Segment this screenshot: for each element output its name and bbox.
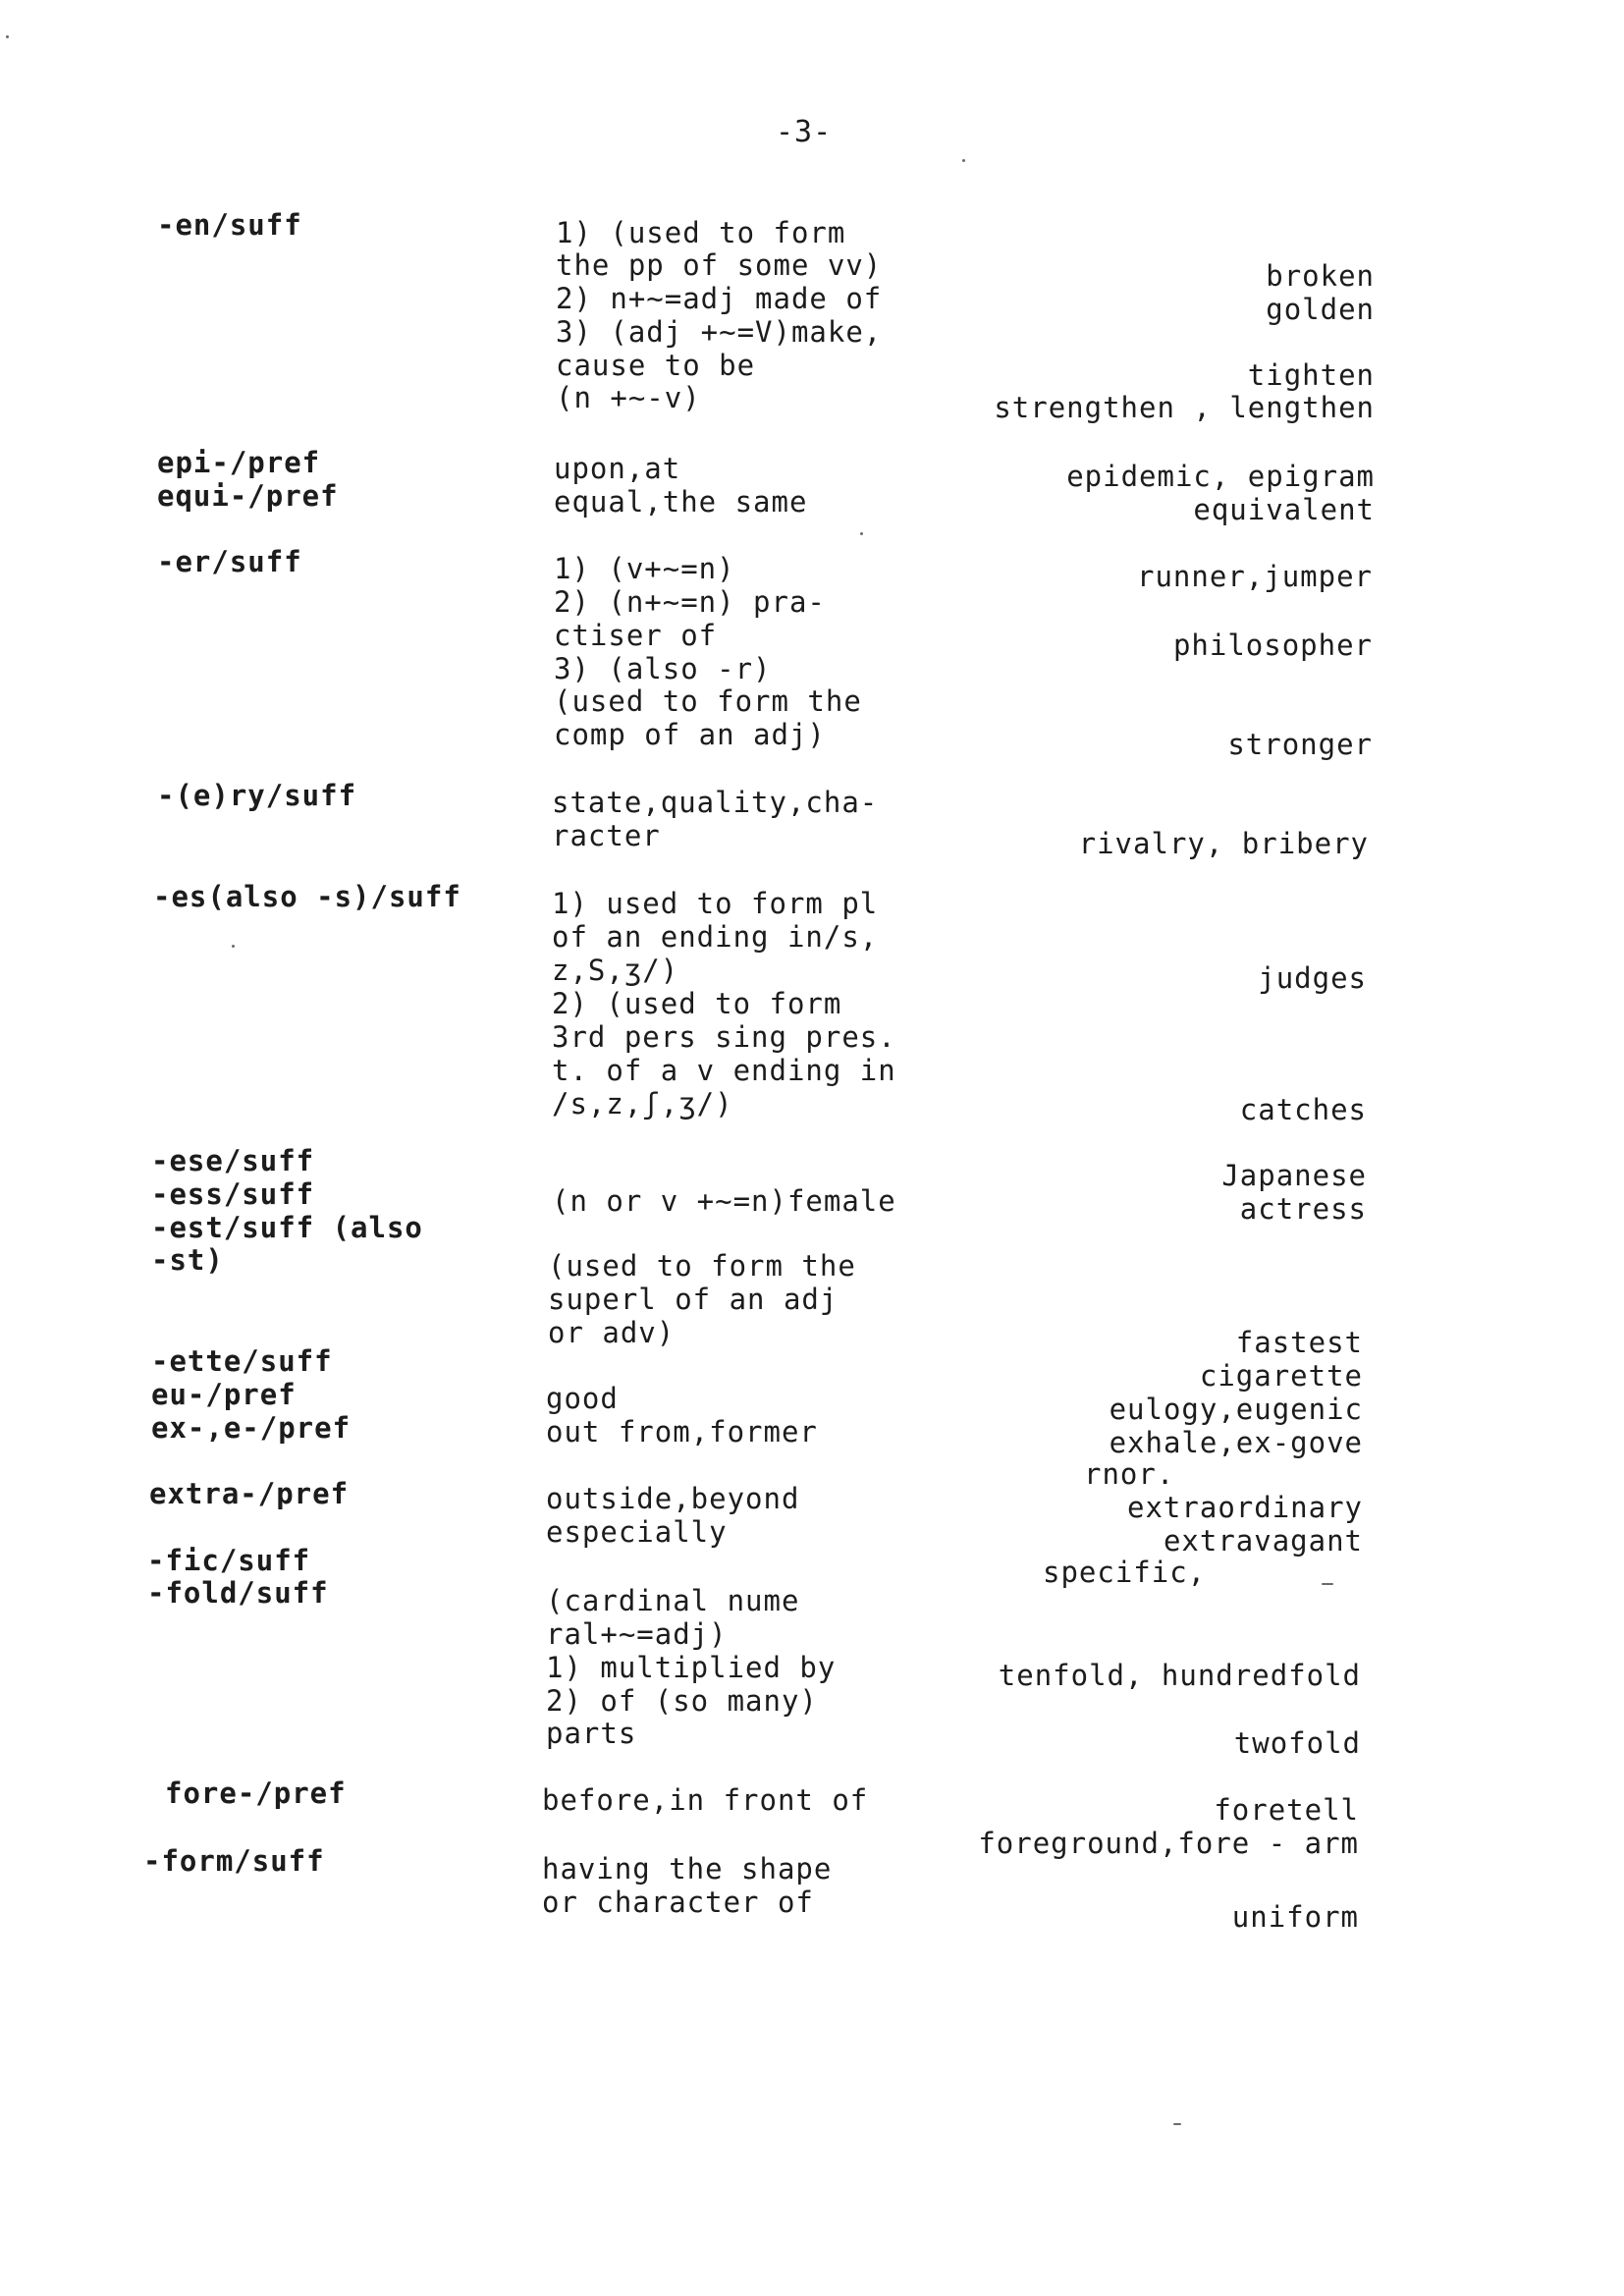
entry-definition-line: or character of <box>542 1886 814 1919</box>
entry-term: fore-/pref <box>165 1777 347 1810</box>
entry-term: ex-,e-/pref <box>151 1411 352 1445</box>
entry-definition-line: comp of an adj) <box>554 718 826 751</box>
entry-definition-line: /s,z,ʃ,ʒ/) <box>552 1087 733 1121</box>
entry-example: strengthen , lengthen <box>994 391 1375 424</box>
entry-example: uniform <box>1231 1900 1359 1934</box>
entry-definition-line: cause to be <box>556 349 756 382</box>
entry-definition-line: ral+~=adj) <box>546 1617 728 1651</box>
entry-example: twofold <box>1233 1726 1361 1760</box>
entry-definition-line: superl of an adj <box>548 1283 839 1316</box>
entry-definition-line: 1) (used to form <box>556 216 846 249</box>
entry-definition-line: 3) (adj +~=V)make, <box>556 315 883 349</box>
entry-term: -er/suff <box>157 545 302 578</box>
entry-example: tenfold, hundredfold <box>998 1659 1361 1692</box>
entry-definition-line: (used to form the <box>548 1249 856 1283</box>
entry-definition-line: 1) multiplied by <box>546 1651 837 1684</box>
entry-definition-line: parts <box>546 1717 637 1750</box>
entry-example: exhale,ex-gove <box>1109 1426 1363 1459</box>
entry-example: epidemic, epigram <box>1066 460 1375 493</box>
scan-speck <box>6 35 9 38</box>
entry-definition-line: equal,the same <box>554 485 808 519</box>
entry-definition-line: of an ending in/s, <box>552 920 879 954</box>
entry-example: extraordinary <box>1127 1491 1363 1524</box>
entry-example: Japanese <box>1221 1159 1367 1192</box>
entry-definition-line: 1) (v+~=n) <box>554 552 735 585</box>
entry-definition-line: or adv) <box>548 1316 676 1349</box>
entry-example: foretell <box>1214 1793 1359 1827</box>
entry-term: -est/suff (also <box>151 1211 423 1244</box>
entry-definition-line: state,quality,cha- <box>552 786 879 819</box>
entry-definition-line: (n +~-v) <box>556 381 701 414</box>
entry-definition-line: (cardinal nume <box>546 1584 800 1617</box>
entry-term: -st) <box>151 1243 224 1277</box>
entry-definition-line: (n or v +~=n)female <box>552 1184 896 1218</box>
entry-definition-line: out from,former <box>546 1415 818 1449</box>
entry-definition-line: before,in front of <box>542 1783 869 1817</box>
entry-term: -ese/suff <box>151 1144 315 1177</box>
entry-definition-line: 2) of (so many) <box>546 1684 818 1718</box>
entry-example: rivalry, bribery <box>1078 827 1369 860</box>
scan-speck <box>1322 1583 1333 1585</box>
entry-example: runner,jumper <box>1137 560 1373 593</box>
entry-definition-line: racter <box>552 819 661 852</box>
entry-definition-line: having the shape <box>542 1852 833 1886</box>
entry-example: philosopher <box>1172 629 1373 662</box>
entry-term: -en/suff <box>157 208 302 242</box>
scan-speck <box>962 159 965 162</box>
entry-example: actress <box>1239 1192 1367 1226</box>
entry-term: -es(also -s)/suff <box>153 880 461 913</box>
entry-example: tighten <box>1247 358 1375 392</box>
page-number: -3- <box>776 115 833 149</box>
entry-definition-line: especially <box>546 1515 728 1549</box>
entry-definition-line: outside,beyond <box>546 1482 800 1515</box>
scan-speck <box>860 532 863 535</box>
entry-definition-line: z,S,ʒ/) <box>552 954 679 987</box>
entry-example: stronger <box>1227 728 1373 761</box>
entry-definition-line: 3) (also -r) <box>554 652 772 685</box>
entry-definition-line: t. of a v ending in <box>552 1054 896 1087</box>
entry-example: catches <box>1239 1093 1367 1126</box>
entry-example: equivalent <box>1193 493 1375 526</box>
entry-term: -(e)ry/suff <box>157 779 357 812</box>
entry-example: specific, <box>1043 1556 1207 1589</box>
entry-definition-line: 2) (n+~=n) pra- <box>554 585 826 619</box>
entry-example: eulogy,eugenic <box>1109 1393 1363 1426</box>
entry-example: golden <box>1266 293 1375 326</box>
entry-term: -fic/suff <box>147 1544 311 1577</box>
entry-definition-line: the pp of some vv) <box>556 248 883 282</box>
entry-example: rnor. <box>1084 1457 1175 1491</box>
scan-speck <box>1173 2123 1181 2125</box>
entry-example: foreground,fore - arm <box>978 1827 1359 1860</box>
entry-definition-line: (used to form the <box>554 684 862 718</box>
entry-term: eu-/pref <box>151 1378 297 1411</box>
entry-example: cigarette <box>1199 1359 1363 1393</box>
entry-term: equi-/pref <box>157 479 339 513</box>
entry-example: broken <box>1266 259 1375 293</box>
entry-example: fastest <box>1235 1326 1363 1359</box>
entry-term: epi-/pref <box>157 446 321 479</box>
entry-term: -form/suff <box>143 1844 325 1878</box>
entry-example: judges <box>1258 961 1367 995</box>
entry-definition-line: 2) n+~=adj made of <box>556 282 883 315</box>
entry-definition-line: ctiser of <box>554 619 718 652</box>
entry-definition-line: upon,at <box>554 452 681 485</box>
entry-term: extra-/pref <box>149 1477 350 1510</box>
entry-definition-line: 2) (used to form <box>552 987 842 1020</box>
entry-definition-line: good <box>546 1382 619 1415</box>
entry-term: -ess/suff <box>151 1177 315 1211</box>
scan-speck <box>232 945 235 948</box>
entry-example: extravagant <box>1163 1524 1363 1558</box>
entry-term: -ette/suff <box>151 1344 333 1378</box>
entry-definition-line: 1) used to form pl <box>552 887 879 920</box>
entry-term: -fold/suff <box>147 1576 329 1610</box>
entry-definition-line: 3rd pers sing pres. <box>552 1020 896 1054</box>
